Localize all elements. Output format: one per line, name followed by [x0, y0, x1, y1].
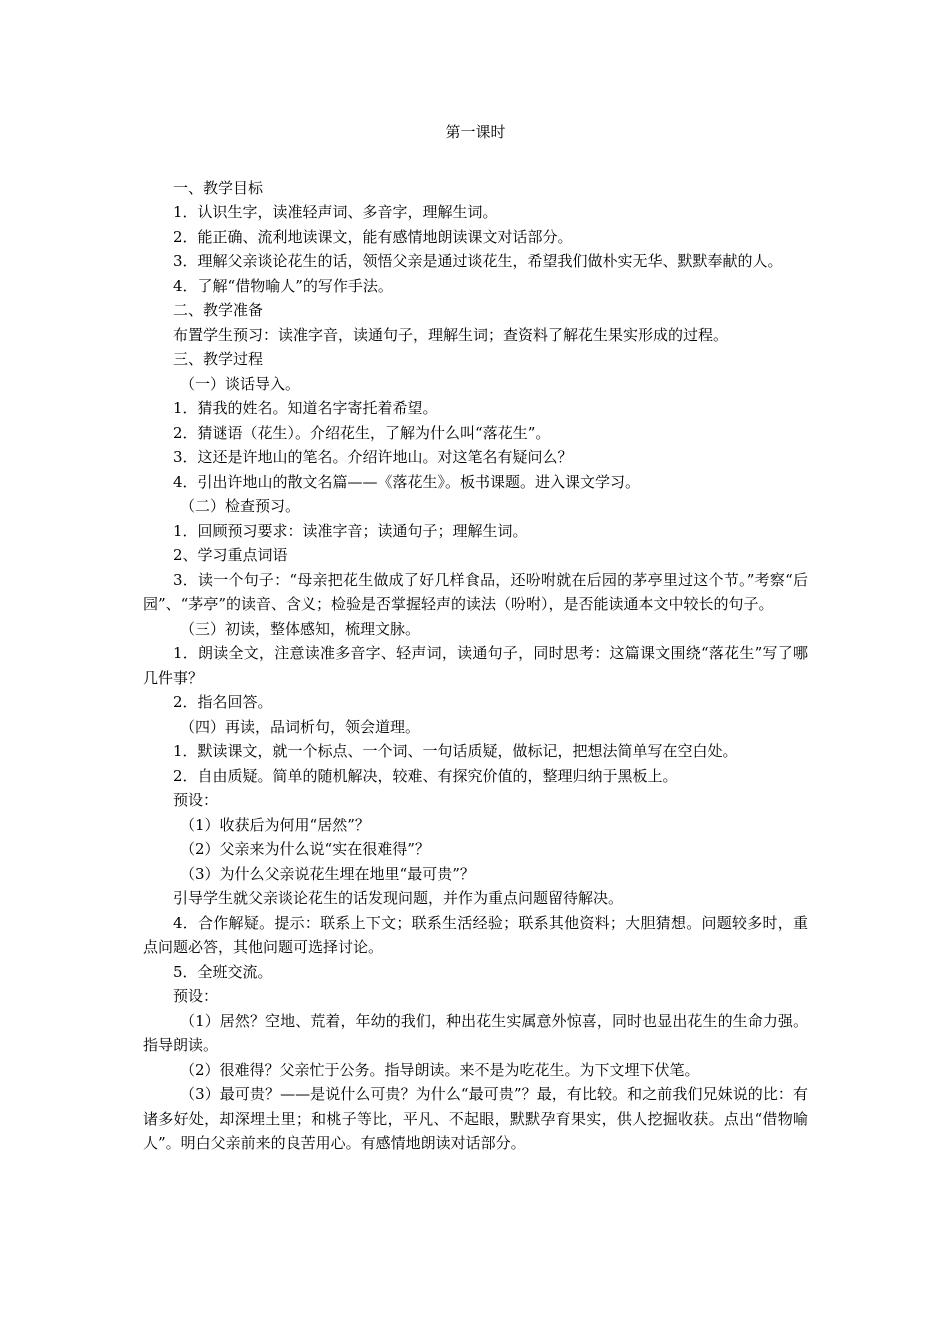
question-item: （2）父亲来为什么说“实在很难得”？ — [180, 840, 430, 858]
step-item: 2．自由质疑。简单的随机解决，较难、有探究价值的，整理归纳于黑板上。 — [173, 766, 678, 785]
step-item: 5．全班交流。 — [173, 962, 273, 981]
paragraph: 预设： — [173, 987, 219, 1005]
answer-item: （2）很难得？父亲忙于公务。指导朗读。来不是为吃花生。为下文埋下伏笔。 — [180, 1060, 700, 1079]
step-item: 1．朗读全文，注意读准多音字、轻声词，读通句子，同时思考：这篇课文围绕“落花生”写了哪几件事？ — [143, 644, 808, 687]
step-item: 4．引出许地山的散文名篇——《落花生》。板书课题。进入课文学习。 — [173, 472, 641, 491]
section-heading: 三、教学过程 — [173, 350, 264, 368]
section-heading: 一、教学目标 — [173, 178, 264, 197]
answer-item: （3）最可贵？——是说什么可贵？为什么“最可贵”？最，有比较。和之前我们兄妹说的比：有诸多好处，却深埋土里；和桃子等比，平凡、不起眼，默默孕育果实，供人挖掘收获。点出“借物喻人”。明白父亲前来的良苦用心。有感情地朗读对话部分。 — [143, 1085, 808, 1152]
step-item: 1．回顾预习要求：读准字音；读通句子；理解生词。 — [173, 521, 528, 540]
objective-item: 2．能正确、流利地读课文，能有感情地朗读课文对话部分。 — [173, 227, 573, 246]
step-item: 4．合作解疑。提示：联系上下文；联系生活经验；联系其他资料；大胆猜想。问题较多时，重点问题必答，其他问题可选择讨论。 — [143, 913, 808, 956]
step-item: 3．读一个句子：“母亲把花生做成了好几样食品，还吩咐就在后园的茅亭里过这个节。”考察“后园”、“茅亭”的读音、含义；检验是否掌握轻声的读法（吩咐），是否能读通本文中较长的句子。 — [143, 570, 808, 613]
subsection-heading: （三）初读，整体感知，梳理文脉。 — [180, 619, 421, 638]
document-page — [143, 120, 808, 1156]
step-item: 3．这还是许地山的笔名。介绍许地山。对这笔名有疑问么？ — [173, 448, 573, 466]
page-title: 第一课时 — [445, 123, 506, 141]
question-item: （1）收获后为何用“居然”？ — [180, 815, 370, 834]
objective-item: 3．理解父亲谈论花生的话，领悟父亲是通过谈花生，希望我们做朴实无华、默默奉献的人。 — [173, 252, 783, 270]
answer-item: （1）居然？空地、荒着，年幼的我们，种出花生实属意外惊喜，同时也显出花生的生命力强。指导朗读。 — [143, 1011, 808, 1054]
subsection-heading: （一）谈话导入。 — [180, 374, 301, 393]
objective-item: 1．认识生字，读准轻声词、多音字，理解生词。 — [173, 203, 498, 221]
subsection-heading: （二）检查预习。 — [180, 497, 301, 515]
paragraph: 布置学生预习：读准字音，读通句子，理解生词；查资料了解花生果实形成的过程。 — [173, 325, 729, 344]
subsection-heading: （四）再读，品词析句，领会道理。 — [180, 717, 421, 736]
step-item: 1．默读课文，就一个标点、一个词、一句话质疑，做标记，把想法简单写在空白处。 — [173, 742, 738, 760]
step-item: 1．猜我的姓名。知道名字寄托着希望。 — [173, 399, 438, 417]
paragraph: 引导学生就父亲谈论花生的话发现问题，并作为重点问题留待解决。 — [173, 889, 624, 907]
paragraph: 预设： — [173, 791, 219, 809]
step-item: 2、学习重点词语 — [173, 546, 288, 564]
question-item: （3）为什么父亲说花生埋在地里“最可贵”？ — [180, 864, 475, 883]
section-heading: 二、教学准备 — [173, 301, 264, 319]
step-item: 2．指名回答。 — [173, 693, 273, 711]
step-item: 2．猜谜语（花生）。介绍花生，了解为什么叫“落花生”。 — [173, 423, 551, 442]
objective-item: 4．了解“借物喻人”的写作手法。 — [173, 276, 393, 295]
